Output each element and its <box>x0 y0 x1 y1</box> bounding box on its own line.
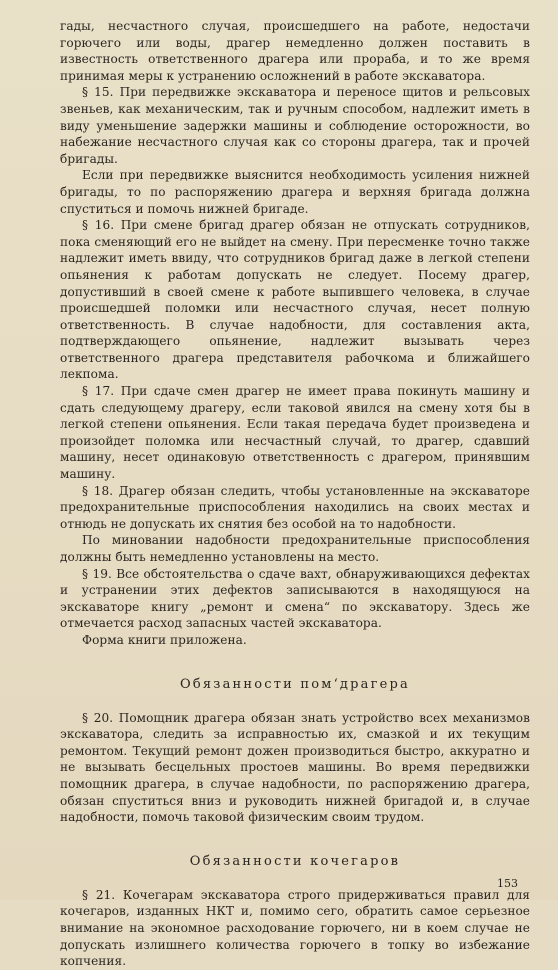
text-block-top <box>60 18 530 649</box>
section-heading-assistant: Обязанности пом‘драгера <box>180 676 410 692</box>
paragraph-p16: § 16. При смене бригад драгер обязан не отпускать сотрудников, пока сменяющий его не выйдет на смену. При пересменке точно также надлежит иметь ввиду, что сотрудников бригад даже в легкой степени опьянения к работам допускать не следует. Посему драгер, допустивший в своей смене к работе выпившего человека, в случае происшедшей поломки или несчастного случая, несет полную ответственность. В случае надобности, для составления акта, подтверждающего опьянение, надлежит вызывать через ответственного драгера представителя рабочкома и ближайшего лекпома. <box>60 218 530 382</box>
paragraph-p17: § 17. При сдаче смен драгер не имеет права покинуть машину и сдать следующему драгеру, если таковой явился на смену хотя бы в легкой степени опьянения. Если такая передача будет произведена и произойдет поломка или несчастный случай, то драгер, сдавший машину, несет одинаковую ответственность с драгером, принявшим машину. <box>60 384 530 482</box>
page-number: 153 <box>497 877 518 890</box>
section-heading-stokers: Обязанности кочегаров <box>189 853 401 869</box>
paragraph-p19: § 19. Все обстоятельства о сдаче вахт, обнаруживающихся дефектах и устранении этих дефектов записываются в находящуюся на экскаваторе книгу „ремонт и смена“ по экскаватору. Здесь же отмечается расход запасных частей экскаватора. <box>60 566 530 631</box>
paragraph-p15b: Если при передвижке выяснится необходимость усиления нижней бригады, то по распоряжению драгера и верхняя бригада должна спуститься и помочь нижней бригаде. <box>60 168 530 216</box>
paragraph-p18b: По миновании надобности предохранительные приспособления должны быть немедленно установлены на место. <box>60 533 530 564</box>
paragraph-p15: § 15. При передвижке экскаватора и переносе щитов и рельсовых звеньев, как механическим, так и ручным способом, надлежит иметь в виду уменьшение задержки машины и соблюдение осторожности, во набежание несчастного случая как со стороны драгера, так и прочей бригады. <box>60 85 530 166</box>
paragraph-p21: § 21. Кочегарам экскаватора строго придерживаться правил для кочегаров, изданных НКТ и, помимо сего, обратить самое серьезное внимание на экономное расходование горючего, ни в коем случае не допускать излишнего количества горючего в топку во избежание копчения. <box>60 887 530 969</box>
text-block-bottom <box>60 887 530 970</box>
text-block-middle <box>60 710 530 826</box>
paragraph-p19b: Форма книги приложена. <box>82 632 247 647</box>
paragraph-p0: гады, несчастного случая, происшедшего на работе, недостачи горючего или воды, драгер немедленно должен поставить в известность ответственного драгера или прораба, и то же время принимая меры к устранению осложнений в работе экскаватора. <box>60 19 530 83</box>
paragraph-p18: § 18. Драгер обязан следить, чтобы установленные на экскаваторе предохранительные приспособления находились на своих местах и отнюдь не допускать их снятия без особой на то надобности. <box>60 483 530 531</box>
paragraph-p20: § 20. Помощник драгера обязан знать устройство всех механизмов экскаватора, следить за исправностью их, смазкой и их текущим ремонтом. Текущий ремонт дожен производиться быстро, аккуратно и не вызывать бесцельных простоев машины. Во время передвижки помощник драгера, в случае надобности, по распоряжению драгера, обязан спуститься вниз и руководить нижней бригадой и, в случае надобности, помочь таковой физическим своим трудом. <box>60 710 530 825</box>
